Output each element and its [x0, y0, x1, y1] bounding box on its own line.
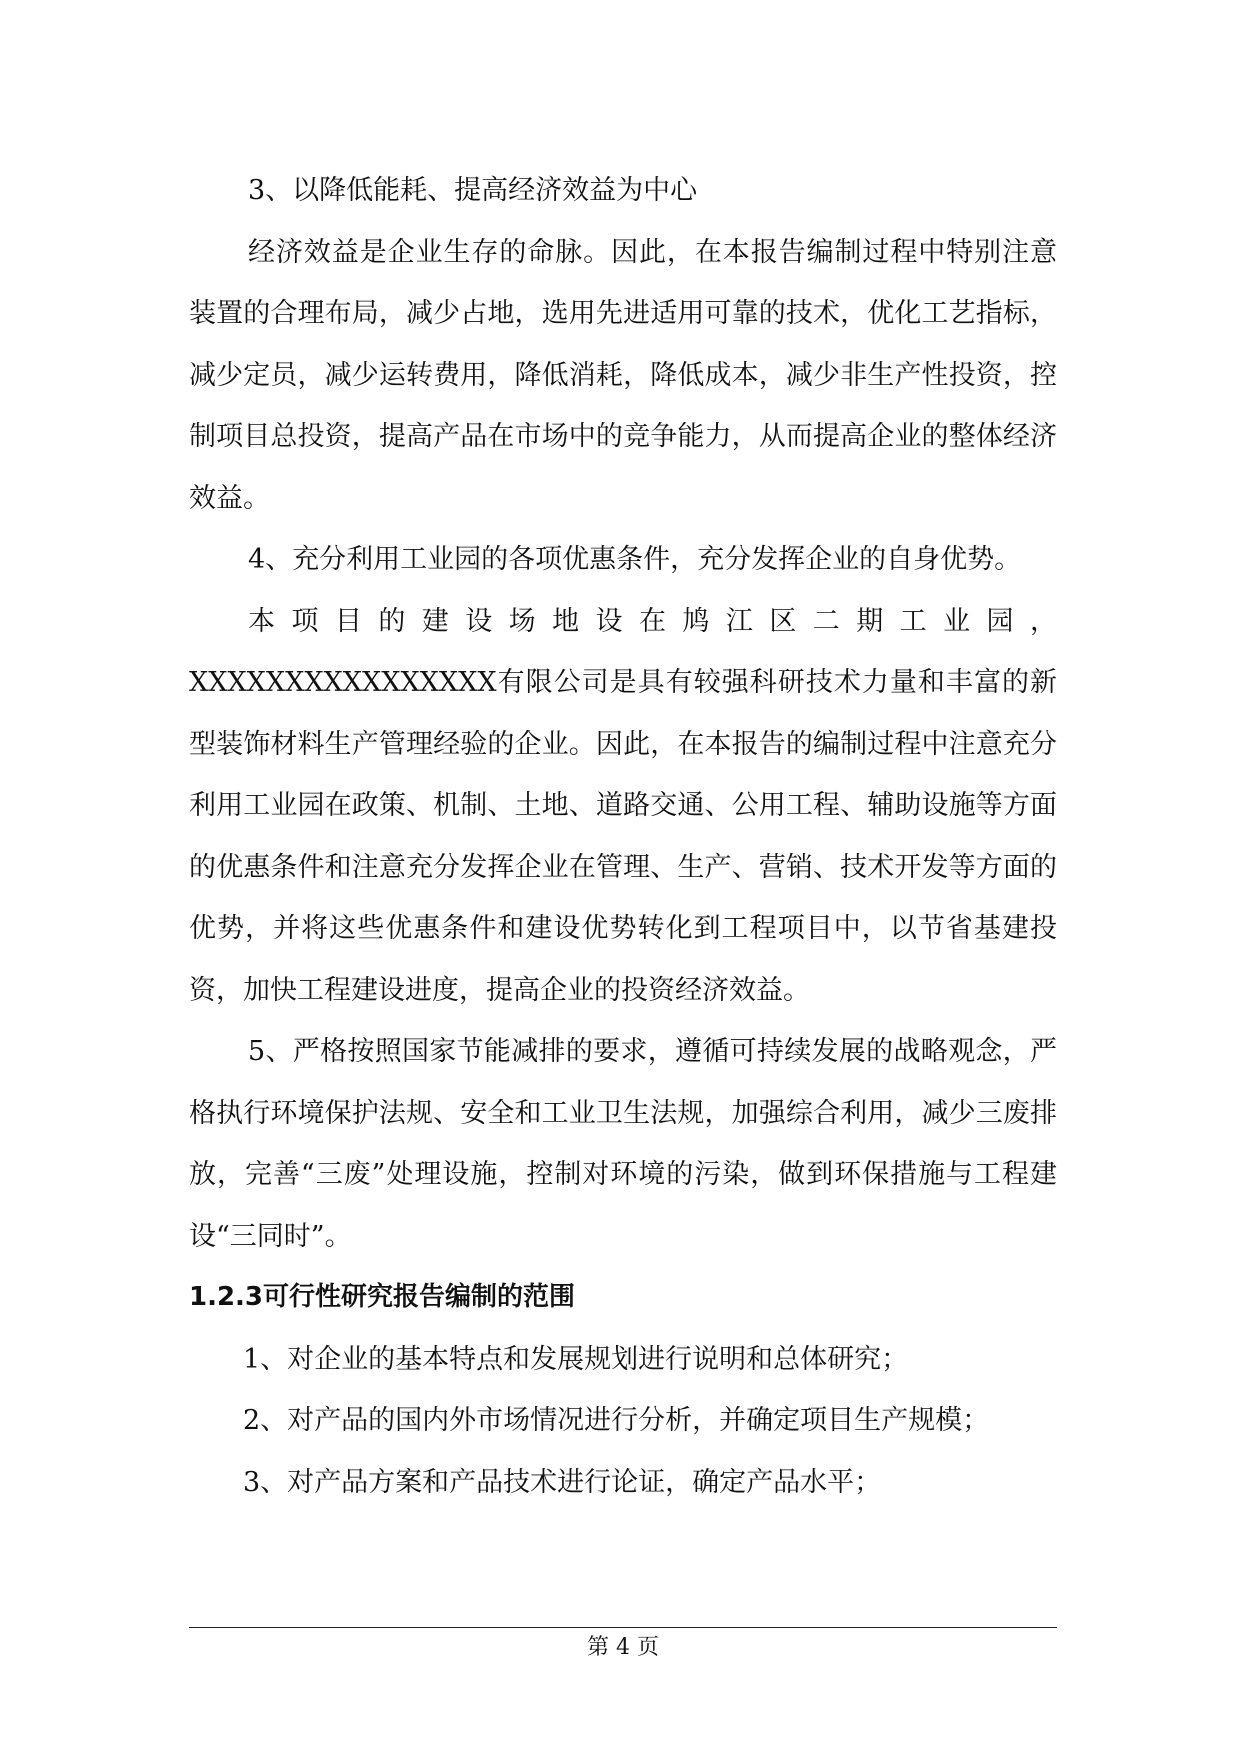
scope-item-2: 2、对产品的国内外市场情况进行分析，并确定项目生产规模；	[243, 1405, 990, 1436]
document-body	[189, 160, 1057, 1513]
principle-4-body: 本项目的建设场地设在鸠江区二期工业园，XXXXXXXXXXXXXXXX有限公司是具有较强科研技术力量和丰富的新型装饰材料生产管理经验的企业。因此，在本报告的编制过程中注意充分利用工业园在政策、机制、土地、道路交通、公用工程、辅助设施等方面的优惠条件和注意充分发挥企业在管理、生产、营销、技术开发等方面的优势，并将这些优惠条件和建设优势转化到工程项目中，以节省基建投资，加快工程建设进度，提高企业的投资经济效益。	[189, 605, 1057, 1006]
footer-divider	[189, 1627, 1057, 1628]
scope-item-1: 1、对企业的基本特点和发展规划进行说明和总体研究；	[243, 1343, 909, 1375]
principle-5: 5、严格按照国家节能减排的要求，遵循可持续发展的战略观念，严格执行环境保护法规、安全和工业卫生法规，加强综合利用，减少三废排放，完善“三废”处理设施，控制对环境的污染，做到环保措施与工程建设“三同时”。	[189, 1036, 1057, 1252]
principle-4-title: 4、充分利用工业园的各项优惠条件，充分发挥企业的自身优势。	[248, 544, 1022, 575]
principle-3-title: 3、以降低能耗、提高经济效益为中心	[248, 175, 698, 206]
section-heading: 1.2.3可行性研究报告编制的范围	[189, 1282, 576, 1312]
principle-3-body: 经济效益是企业生存的命脉。因此，在本报告编制过程中特别注意装置的合理布局，减少占地，选用先进适用可靠的技术，优化工艺指标，减少定员，减少运转费用，降低消耗，降低成本，减少非生产性投资，控制项目总投资，提高产品在市场中的竞争能力，从而提高企业的整体经济效益。	[189, 236, 1057, 514]
page-number: 第 4 页	[587, 1635, 659, 1660]
scope-item-3: 3、对产品方案和产品技术进行论证，确定产品水平；	[243, 1466, 882, 1498]
